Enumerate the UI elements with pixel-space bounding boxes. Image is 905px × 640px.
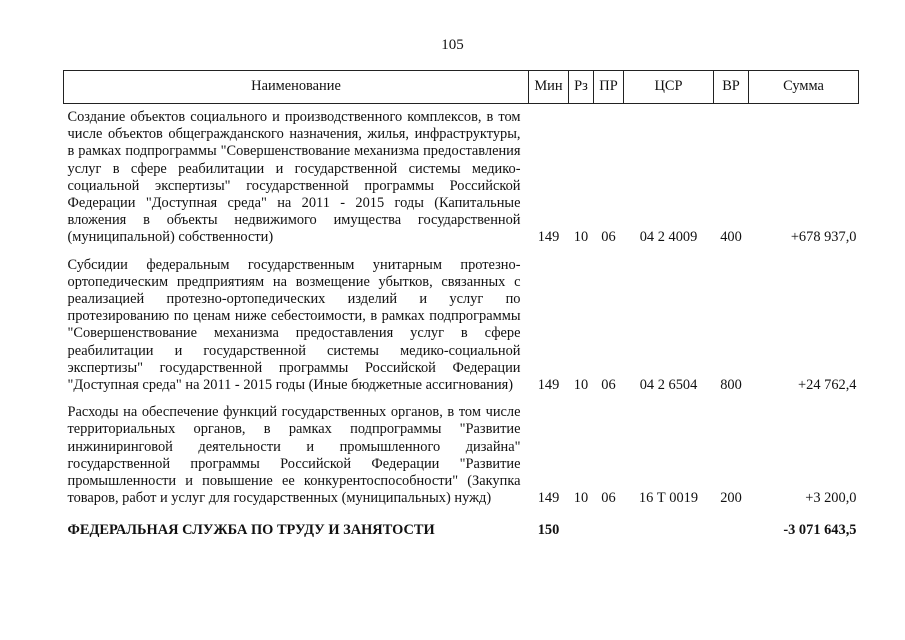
row-name: Субсидии федеральным государственным унитарным протезно-ортопедическим предприятиям на возмещение убытков, связанных с реализацией протезно-ортопедических изделий и услуг по протезированию по ценам ниже себестоимости, в рамках подпрограммы "Совершенствование механизма предоставления услуг в сфере реабилитации и государственной системы медико-социальной экспертизы" государственной программы Российской Федерации "Доступная среда" на 2011 - 2015 годы (Иные бюджетные ассигнования): [67, 256, 521, 394]
row-csr: 16 Т 0019: [638, 490, 699, 507]
total-row: [64, 512, 859, 544]
row-sum: +3 200,0: [805, 490, 857, 507]
row-vr: 400: [720, 229, 742, 246]
row-vr: 800: [720, 377, 742, 394]
table-row: [64, 252, 859, 400]
table-row: [64, 399, 859, 512]
row-min: 149: [537, 377, 560, 394]
column-header-pr: ПР: [594, 71, 624, 104]
row-sum: +678 937,0: [790, 229, 857, 246]
total-sum: -3 071 643,5: [783, 522, 857, 539]
total-empty: [714, 512, 749, 544]
total-empty: [569, 512, 594, 544]
total-empty: [624, 512, 714, 544]
total-name: ФЕДЕРАЛЬНАЯ СЛУЖБА ПО ТРУДУ И ЗАНЯТОСТИ: [67, 522, 435, 539]
row-pr: 06: [601, 490, 616, 507]
row-name: Создание объектов социального и производственного комплексов, в том числе объектов общегражданского назначения, жилья, инфраструктуры, в рамках подпрограммы "Совершенствование механизма предоставления услуг в сфере реабилитации и государственной системы медико-социальной экспертизы" государственной программы Российской Федерации "Доступная среда" на 2011 - 2015 годы (Капитальные вложения в объекты недвижимого имущества государственной (муниципальной) собственности): [67, 109, 521, 246]
column-header-min: Мин: [529, 71, 569, 104]
total-empty: [594, 512, 624, 544]
column-header-csr: ЦСР: [624, 71, 714, 104]
row-pr: 06: [601, 229, 616, 246]
table-header-row: [64, 71, 859, 104]
row-sum: +24 762,4: [798, 377, 857, 394]
row-rz: 10: [573, 377, 589, 394]
row-csr: 04 2 4009: [639, 229, 698, 246]
table-row: [64, 104, 859, 252]
column-header-sum: Сумма: [749, 71, 859, 104]
column-header-name: Наименование: [64, 71, 529, 104]
page-number: 105: [441, 37, 464, 53]
row-csr: 04 2 6504: [639, 377, 698, 394]
row-pr: 06: [601, 377, 616, 394]
total-min: 150: [537, 522, 560, 539]
row-name: Расходы на обеспечение функций государственных органов, в том числе территориальных органов, в рамках подпрограммы "Развитие инжиниринговой деятельности и промышленного дизайна" государственной программы Российской Федерации "Развитие промышленности и повышение ее конкурентоспособности" (Закупка товаров, работ и услуг для государственных (муниципальных) нужд): [67, 404, 521, 507]
row-vr: 200: [720, 490, 742, 507]
row-rz: 10: [573, 229, 589, 246]
row-min: 149: [537, 229, 560, 246]
row-rz: 10: [573, 490, 589, 507]
column-header-rz: Рз: [569, 71, 594, 104]
row-min: 149: [537, 490, 560, 507]
column-header-vr: ВР: [714, 71, 749, 104]
budget-table: [63, 70, 859, 545]
